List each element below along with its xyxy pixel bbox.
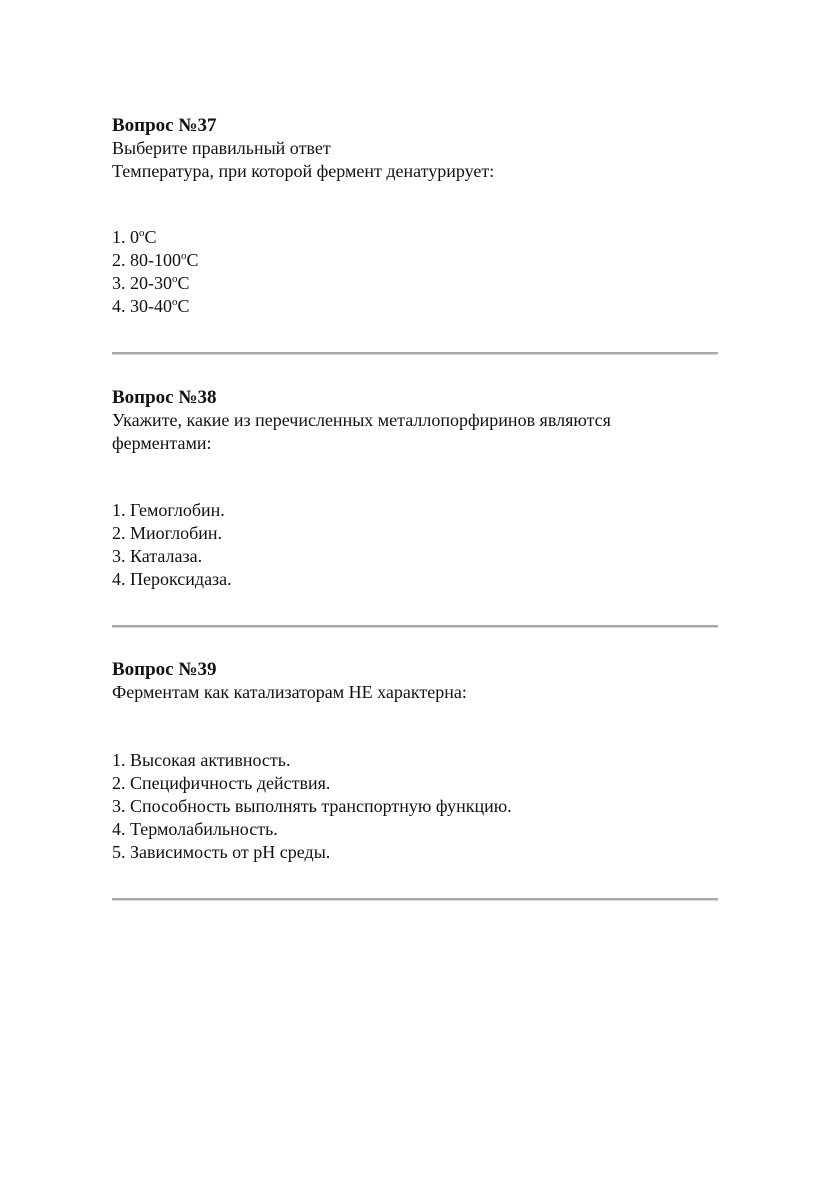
answer-option: 3 . 20-30$^o$C — [112, 272, 722, 295]
question-title: Вопрос №38 — [112, 387, 217, 408]
question-title: Вопрос №37 — [112, 115, 217, 136]
answer-options-39 — [112, 749, 722, 864]
divider — [112, 898, 718, 901]
answer-option: 1 . Гемоглобин. — [112, 499, 722, 522]
answer-options-37 — [112, 226, 722, 318]
answer-option: 3 . Способность выполнять транспортную функцию. — [112, 795, 722, 818]
question-37 — [112, 114, 722, 183]
divider — [112, 352, 718, 355]
question-text: Укажите, какие из перечисленных металлопорфиринов являются — [112, 410, 611, 430]
answer-option: 1 . Высокая активность. — [112, 749, 722, 772]
question-text: Температура, при которой фермент денатурирует: — [112, 161, 495, 181]
answer-options-38 — [112, 499, 722, 591]
answer-option: 5 . Зависимость от pH среды. — [112, 841, 722, 864]
question-title: Вопрос №39 — [112, 659, 217, 680]
answer-option: 2 . 80-100$^o$C — [112, 249, 722, 272]
answer-option: 4 . Пероксидаза. — [112, 568, 722, 591]
answer-option: 4 . 30-40$^o$C — [112, 295, 722, 318]
question-instruction: Выберите правильный ответ — [112, 138, 331, 158]
question-text: ферментами: — [112, 433, 212, 453]
divider — [112, 625, 718, 628]
answer-option: 4 . Термолабильность. — [112, 818, 722, 841]
question-38 — [112, 386, 722, 455]
question-39 — [112, 658, 722, 704]
question-text: Ферментам как катализаторам НЕ характерна: — [112, 682, 467, 702]
answer-option: 3 . Каталаза. — [112, 545, 722, 568]
answer-option: 2 . Специфичность действия. — [112, 772, 722, 795]
answer-option: 2 . Миоглобин. — [112, 522, 722, 545]
answer-option: 1 . 0$^o$C — [112, 226, 722, 249]
